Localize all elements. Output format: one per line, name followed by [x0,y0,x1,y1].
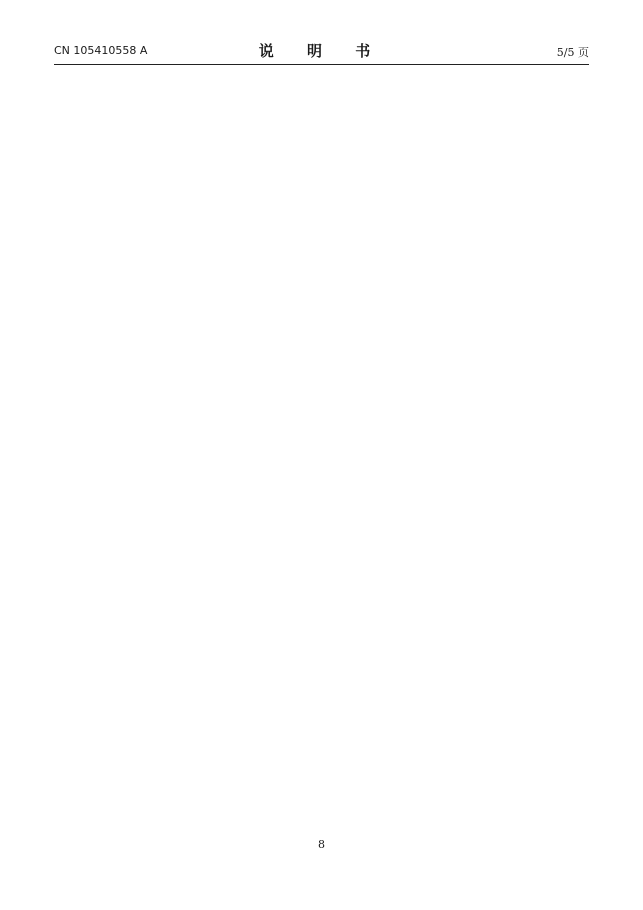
patent-number: CN 105410558 A [54,44,148,57]
header-rule [54,64,589,65]
document-title: 说 明 书 [258,42,385,60]
page-number: 8 [318,838,325,851]
body-text-area [64,72,583,752]
page-indicator: 5/5 页 [556,46,589,59]
page-header [54,40,589,62]
